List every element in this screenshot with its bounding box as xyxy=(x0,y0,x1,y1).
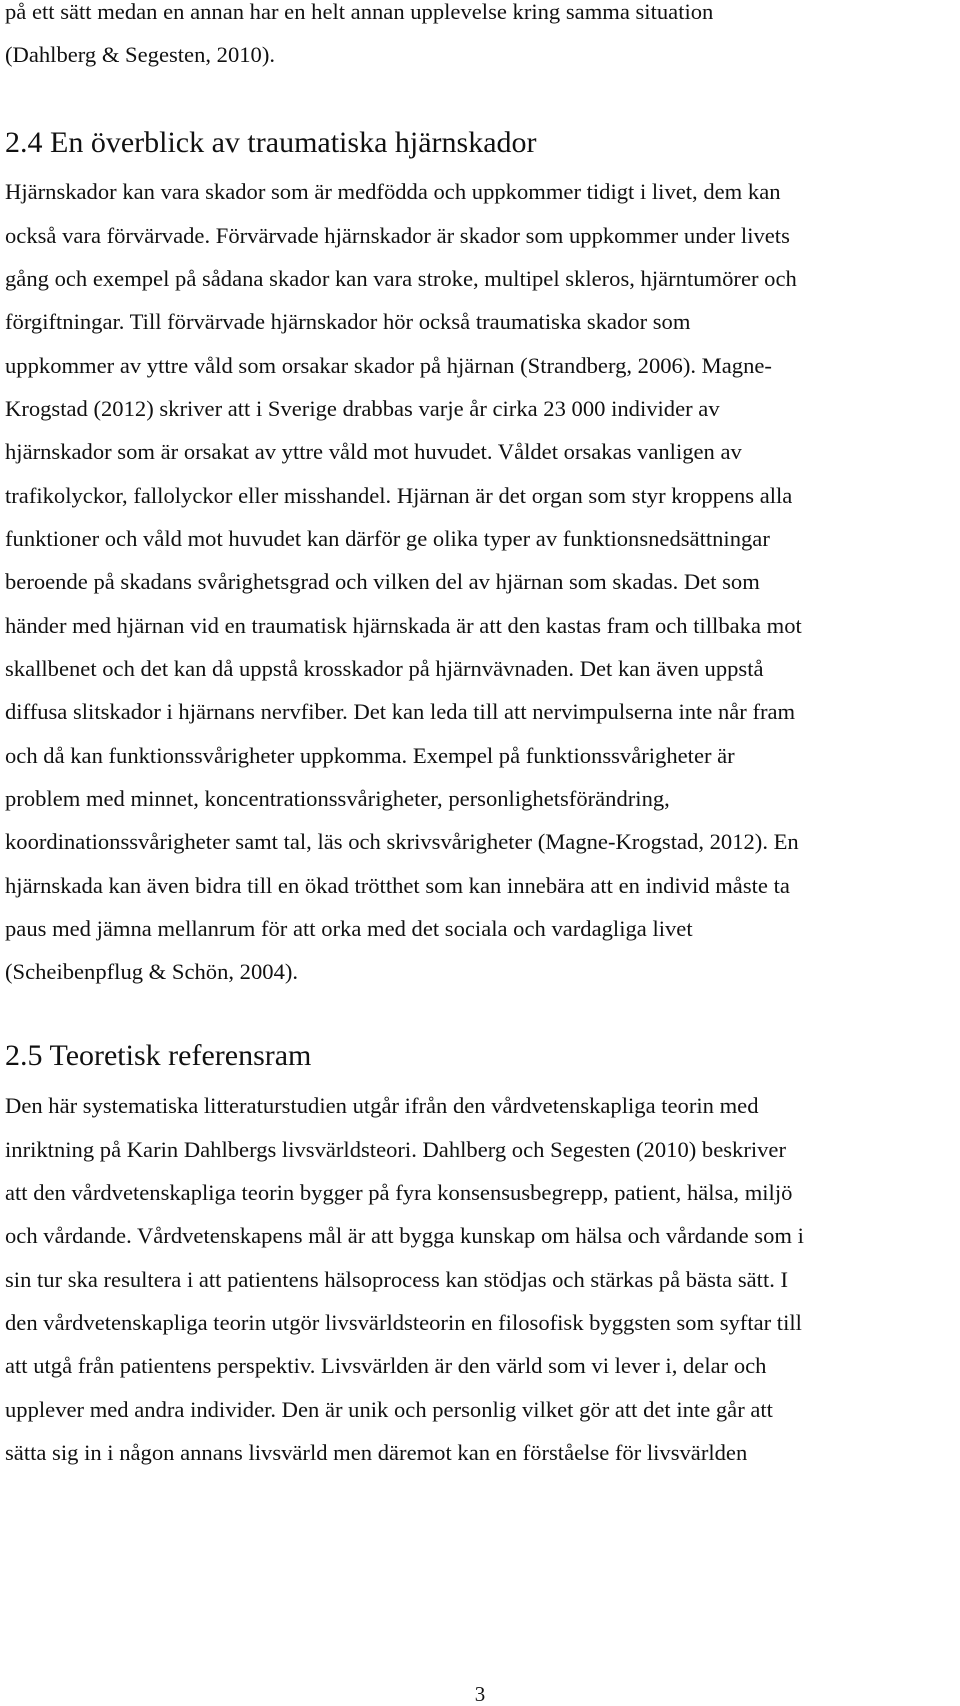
body-text-line: (Dahlberg & Segesten, 2010). xyxy=(5,42,276,67)
body-text-line: att utgå från patientens perspektiv. Livsvärlden är den värld som vi lever i, delar och xyxy=(5,1353,767,1378)
body-text-line: paus med jämna mellanrum för att orka med det sociala och vardagliga livet xyxy=(5,916,693,941)
body-text-line: funktioner och våld mot huvudet kan därför ge olika typer av funktionsnedsättningar xyxy=(5,526,770,551)
body-text-line: koordinationssvårigheter samt tal, läs och skrivsvårigheter (Magne-Krogstad, 2012). En xyxy=(5,829,799,854)
body-text-line: diffusa slitskador i hjärnans nervfiber. Det kan leda till att nervimpulserna inte når fram xyxy=(5,699,796,724)
body-text-line: (Scheibenpflug & Schön, 2004). xyxy=(5,959,299,984)
body-text-line: på ett sätt medan en annan har en helt annan upplevelse kring samma situation xyxy=(5,0,714,24)
page-number: 3 xyxy=(474,1682,486,1706)
body-text-line: gång och exempel på sådana skador kan vara stroke, multipel skleros, hjärntumörer och xyxy=(5,266,797,291)
body-text-line: trafikolyckor, fallolyckor eller misshandel. Hjärnan är det organ som styr kroppens alla xyxy=(5,483,793,508)
body-text-line: problem med minnet, koncentrationssvårigheter, personlighetsförändring, xyxy=(5,786,670,811)
body-text-line: förgiftningar. Till förvärvade hjärnskador hör också traumatiska skador som xyxy=(5,309,691,334)
section-heading: 2.4 En överblick av traumatiska hjärnskador xyxy=(5,126,537,159)
body-text-line: händer med hjärnan vid en traumatisk hjärnskada är att den kastas fram och tillbaka mot xyxy=(5,613,802,638)
body-text-line: hjärnskador som är orsakat av yttre våld mot huvudet. Våldet orsakas vanligen av xyxy=(5,439,742,464)
body-text-line: också vara förvärvade. Förvärvade hjärnskador är skador som uppkommer under livets xyxy=(5,223,790,248)
body-text-line: och då kan funktionssvårigheter uppkomma. Exempel på funktionssvårigheter är xyxy=(5,743,735,768)
body-text-line: skallbenet och det kan då uppstå krosskador på hjärnvävnaden. Det kan även uppstå xyxy=(5,656,764,681)
body-text-line: att den vårdvetenskapliga teorin bygger på fyra konsensusbegrepp, patient, hälsa, miljö xyxy=(5,1180,793,1205)
body-text-line: upplever med andra individer. Den är unik och personlig vilket gör att det inte går att xyxy=(5,1397,773,1422)
body-text-line: den vårdvetenskapliga teorin utgör livsvärldsteorin en filosofisk byggsten som syftar till xyxy=(5,1310,802,1335)
body-text-line: sätta sig in i någon annans livsvärld men däremot kan en förståelse för livsvärlden xyxy=(5,1440,748,1465)
body-text-line: inriktning på Karin Dahlbergs livsvärldsteori. Dahlberg och Segesten (2010) beskriver xyxy=(5,1137,786,1162)
body-text-line: sin tur ska resultera i att patientens hälsoprocess kan stödjas och stärkas på bästa sätt. I xyxy=(5,1267,789,1292)
body-text-line: hjärnskada kan även bidra till en ökad trötthet som kan innebära att en individ måste ta xyxy=(5,873,790,898)
body-text-line: beroende på skadans svårighetsgrad och vilken del av hjärnan som skadas. Det som xyxy=(5,569,760,594)
body-text-line: Den här systematiska litteraturstudien utgår ifrån den vårdvetenskapliga teorin med xyxy=(5,1093,759,1118)
body-text-line: Krogstad (2012) skriver att i Sverige drabbas varje år cirka 23 000 individer av xyxy=(5,396,720,421)
body-text-line: uppkommer av yttre våld som orsakar skador på hjärnan (Strandberg, 2006). Magne- xyxy=(5,353,772,378)
body-text-line: Hjärnskador kan vara skador som är medfödda och uppkommer tidigt i livet, dem kan xyxy=(5,179,781,204)
body-text-line: och vårdande. Vårdvetenskapens mål är att bygga kunskap om hälsa och vårdande som i xyxy=(5,1223,804,1248)
section-heading: 2.5 Teoretisk referensram xyxy=(5,1039,312,1072)
